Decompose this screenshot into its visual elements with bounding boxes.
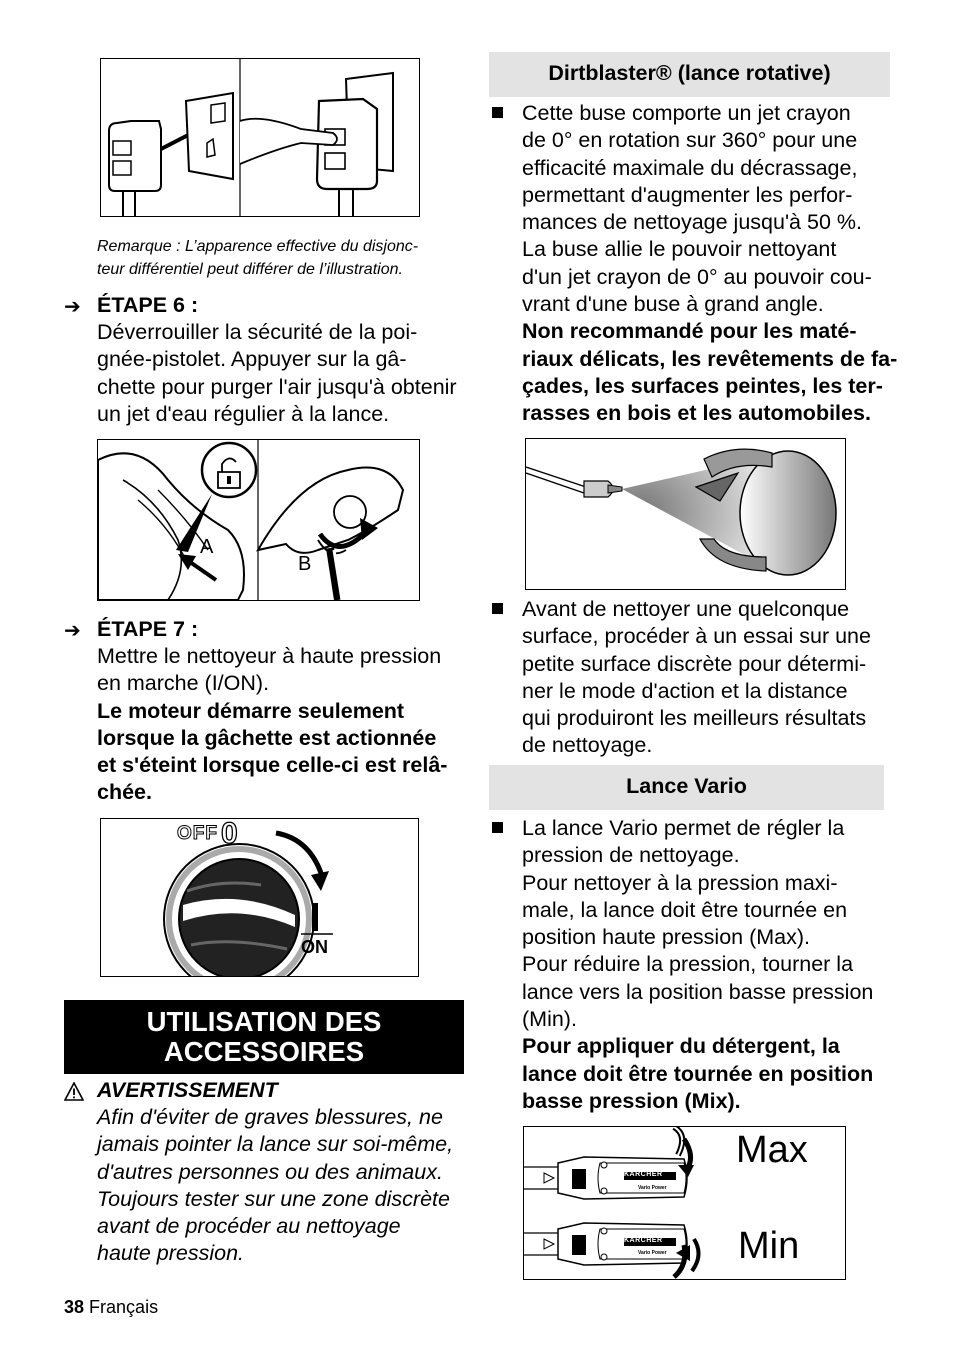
step7-bold-line: et s'éteint lorsque celle-ci est relâ- [97,753,448,778]
para-line: pression de nettoyage. [522,843,740,868]
switch-on-label: ON [301,937,328,957]
warning-line: haute pression. [97,1241,245,1266]
bullet [492,603,503,614]
figure-note [97,235,477,281]
warning-line: Afin d'éviter de graves blessures, ne [97,1105,443,1129]
para-line: de 0° en rotation sur 360° pour une [522,128,858,153]
label-a: A [200,536,214,558]
para-bold-line: Non recommandé pour les maté- [522,319,857,344]
para-line: Cette buse comporte un jet crayon [522,101,851,125]
para-bold-line: rasses en bois et les automobiles. [522,401,871,426]
test-paragraph [522,596,912,760]
vario-subtitle: Vario Power [638,1185,667,1191]
banner-lance-vario: Lance Vario [489,765,884,810]
vario-brand-label: KÄRCHER [624,1171,663,1178]
para-line: male, la lance doit être tournée en [522,897,848,922]
label-b: B [298,553,312,575]
step6-line: un jet d'eau régulier à la lance. [97,401,390,426]
para-line: La buse allie le pouvoir nettoyant [522,237,837,262]
para-line: mances de nettoyage jusqu'à 50 %. [522,210,862,235]
banner-dirtblaster: Dirtblaster® (lance rotative) [489,52,890,97]
step6-body [97,319,477,428]
arrow-right-icon: ➔ [64,620,81,642]
warning-line: jamais pointer la lance sur soi-même, [97,1132,454,1157]
page-number: 38 [64,1297,85,1317]
switch-zero-label: 0 [221,818,238,850]
para-line: efficacité maximale du décrassage, [522,155,858,180]
footer-language: Français [89,1297,159,1317]
figure-power-switch [100,818,419,977]
para-line: qui produiront les meilleurs résultats [522,706,867,731]
switch-off-label: OFF [177,823,218,844]
para-line: Pour réduire la pression, tourner la [522,952,854,977]
step6-line: Déverrouiller la sécurité de la poi- [97,320,418,344]
para-line: ner le mode d'action et la distance [522,678,848,703]
figure-spray-gun [97,439,420,601]
vario-min-label: Min [738,1225,800,1267]
para-line: de nettoyage. [522,733,653,758]
section-title-line: UTILISATION DES [146,1006,382,1037]
arrow-right-icon: ➔ [64,296,81,318]
warning-body [97,1104,477,1268]
para-line: Pour nettoyer à la pression maxi- [522,870,838,895]
step7-line: Mettre le nettoyeur à haute pression [97,644,442,668]
para-line: d'un jet crayon de 0° au pouvoir cou- [522,264,872,289]
bullet [492,107,503,118]
para-line: (Min). [522,1007,577,1032]
step6-title: ÉTAPE 6 : [97,293,199,317]
para-line: lance vers la position basse pression [522,979,874,1004]
section-heading [64,1000,464,1074]
switch-illustration [101,819,418,976]
step7-line: en marche (I/ON). [97,671,270,696]
warning-line: Toujours tester sur une zone discrète [97,1186,450,1211]
step7-title: ÉTAPE 7 : [97,617,199,641]
nozzle-illustration [526,439,845,589]
figure-rotating-nozzle [525,438,846,590]
bullet [492,822,503,833]
step6-line: gnée-pistolet. Appuyer sur la gâ- [97,347,407,372]
note-line: teur différentiel peut différer de l’illustration. [97,261,403,278]
para-line: permettant d'augmenter les perfor- [522,182,853,207]
warning-triangle-icon [64,1082,84,1106]
warning-line: avant de procéder au nettoyage [97,1214,401,1239]
vario-subtitle: Vario Power [638,1250,667,1256]
spray-gun-illustration [98,440,419,600]
note-line: Remarque : L’apparence effective du disjonc- [97,238,419,255]
step7-bold-line: chée. [97,780,152,805]
vario-max-label: Max [736,1129,808,1171]
warning-line: d'autres personnes ou des animaux. [97,1159,443,1184]
page-footer [64,1297,158,1318]
para-bold-line: basse pression (Mix). [522,1088,741,1113]
para-line: La lance Vario permet de régler la [522,816,845,840]
para-bold-line: riaux délicats, les revêtements de fa- [522,346,898,371]
figure-gfci-plug [100,58,420,217]
para-line: Avant de nettoyer une quelconque [522,597,850,621]
vario-brand-label: KÄRCHER [624,1237,663,1244]
gfci-illustration [101,59,419,216]
para-line: petite surface discrète pour détermi- [522,651,867,676]
para-line: vrant d'une buse à grand angle. [522,292,824,317]
para-line: position haute pression (Max). [522,925,811,950]
para-line: surface, procéder à un essai sur une [522,624,871,649]
vario-paragraph [522,815,912,1115]
para-bold-line: lance doit être tournée en position [522,1061,874,1086]
step7-bold-line: Le moteur démarre seulement [97,698,405,723]
section-title-line: ACCESSOIRES [163,1036,365,1067]
para-bold-line: Pour appliquer du détergent, la [522,1034,840,1059]
step6-line: chette pour purger l'air jusqu'à obtenir [97,374,457,399]
figure-vario-lance [523,1126,846,1280]
dirtblaster-paragraph [522,100,912,428]
para-bold-line: çades, les surfaces peintes, les ter- [522,373,883,398]
step7-bold-line: lorsque la gâchette est actionnée [97,725,437,750]
step7-body [97,643,477,807]
warning-title: AVERTISSEMENT [97,1078,278,1102]
